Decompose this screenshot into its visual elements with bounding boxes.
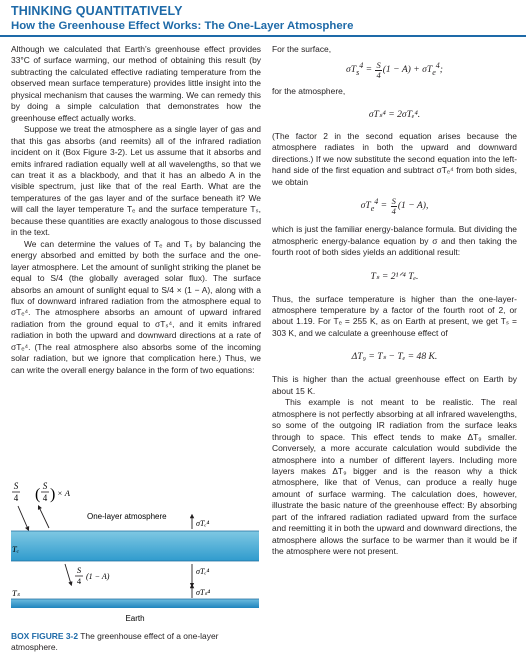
absorbed-solar-label	[75, 565, 110, 586]
equation-surface: $\sigma T_s^4$ = $\frac{S}{4}$ $(1 - A) + \sigma T_e^4$;	[346, 60, 443, 80]
svg-text:4: 4	[76, 576, 82, 586]
incoming-solar-label	[12, 481, 20, 503]
svg-text:4: 4	[42, 493, 48, 503]
surface-upward-flux-label: σTₛ⁴	[196, 588, 211, 597]
box-title: THINKING QUANTITATIVELY	[11, 4, 183, 18]
layer-temperature-label: Tₑ	[12, 544, 19, 554]
earth-surface	[11, 599, 259, 608]
caption-label: BOX FIGURE 3-2	[11, 631, 79, 641]
svg-text:× A: × A	[57, 488, 70, 498]
surface-temperature-label: Tₛ	[12, 588, 20, 598]
header-rule	[0, 35, 526, 37]
paragraph-factor-two: (The factor 2 in the second equation arises because the atmosphere radiates in both the upward and downward directions.) If we now substitute the second equation into the left-hand side of the first equation and subtract σTₑ⁴ from both sides, we obtain	[272, 130, 517, 187]
layer-label: One-layer atmosphere	[87, 512, 167, 521]
absorbed-solar-arrow	[65, 564, 71, 584]
box-figure-3-2	[11, 478, 259, 628]
svg-text:S: S	[76, 565, 82, 575]
svg-text:(: (	[35, 486, 41, 503]
atmosphere-layer	[11, 531, 259, 561]
paragraph-higher: This is higher than the actual greenhouse effect on Earth by about 15 K.	[272, 374, 517, 396]
svg-text:S: S	[42, 481, 48, 491]
svg-text:(1 − A): (1 − A)	[86, 572, 110, 581]
svg-text:): )	[50, 486, 56, 503]
caption-text: The greenhouse effect of a one-layer atmosphere.	[11, 631, 219, 652]
fraction-s-over-4: $\frac{S}{4}$	[376, 60, 381, 80]
equation-greenhouse-effect: ΔT₉ = Tₛ − Tₑ = 48 K.	[351, 351, 438, 363]
svg-text:4: 4	[13, 493, 19, 503]
paragraph-thus: Thus, the surface temperature is higher than the one-layer-atmosphere temperature by a factor of the fourth root of 2, or about 1.19. For Tₑ = 255 K, as on Earth at present, we get Tₛ = 303 K, and we calculate a greenhouse effect of	[272, 293, 517, 338]
paragraph-single-layer: Suppose we treat the atmosphere as a single layer of gas and that this gas absorbs (and reemits) all of the infrared radiation incident on it (Box Figure 3-2). Let us assume that it absorbs and emits infrared radiation equally well at all wavelengths, so that we can treat it as a blackbody, and that it has an albedo A in the visible spectrum, just like that of the real Earth. What are the temperatures of the gas layer and of the surface beneath it? We will call the layer temperature Tₑ and the surface temperature Tₛ, because these quantities are exactly analogous to those discussed in the text.	[11, 124, 262, 238]
box-header	[0, 0, 526, 36]
equation-fourth-root: Tₛ = 2¹ᐟ⁴ Tₑ.	[370, 270, 419, 282]
surface-intro: For the surface,	[272, 44, 332, 54]
atmosphere-intro: for the atmosphere,	[272, 86, 346, 97]
earth-label: Earth	[125, 614, 145, 623]
right-column	[272, 44, 517, 558]
incoming-solar-arrow	[18, 506, 28, 529]
figure-caption	[11, 631, 261, 653]
paragraph-example: This example is not meant to be realistic. The real atmosphere is not perfectly absorbing at all infrared wavelengths, so some of the outgoing IR radiation from the surface leaks through to space. This effect tends to make ΔT₉ smaller. Conversely, a more accurate calculation would subdivide the atmosphere into a number of different layers. Including more layers makes ΔT₉ bigger and is the reason why a thick atmosphere, like that of Venus, can produce a really huge amount of surface warming. The calculation does, however, illustrate the basic nature of the greenhouse effect: By absorbing part of the infrared radiation radiated upward from the surface and reemitting it in both the upward and downward directions, the atmosphere allows the surface to be warmer than it would be if the atmosphere were not present.	[272, 397, 517, 557]
left-column	[11, 44, 261, 376]
greenhouse-diagram	[11, 478, 259, 628]
atmosphere-upward-flux-label: σTₑ⁴	[196, 519, 210, 528]
atmosphere-downward-flux-label: σTₑ⁴	[196, 567, 210, 576]
fraction-s-over-4-b: $\frac{S}{4}$	[391, 196, 396, 216]
box-subtitle: How the Greenhouse Effect Works: The One-Layer Atmosphere	[11, 20, 354, 32]
equation-energy-balance: $\sigma T_e^4$ = $\frac{S}{4}$ (1 − A),	[360, 196, 429, 216]
svg-text:S: S	[13, 481, 19, 491]
equation-atmosphere: σTₛ⁴ = 2σTₑ⁴.	[368, 108, 421, 120]
reflected-solar-arrow	[39, 507, 49, 528]
paragraph-intro: Although we calculated that Earth’s greenhouse effect provides 33°C of surface warming, our method of obtaining this result (by subtracting the calculated effective radiating temperature from the observed mean surface temperature) provides little insight into the physical mechanism that causes the warming. We can remedy this by doing a simple calculation that demonstrates how the greenhouse effect actually works.	[11, 44, 261, 123]
paragraph-familiar: which is just the familiar energy-balance formula. But dividing the atmospheric energy-balance equation by σ and then taking the fourth root of both sides yields an additional result:	[272, 224, 517, 258]
paragraph-energy-balance: We can determine the values of Tₑ and Tₛ by balancing the energy absorbed and emitted by both the surface and the one-layer atmosphere. Let the amount of sunlight striking the planet be equal to S/4 (the globally averaged solar flux). The surface absorbs an amount of sunlight equal to S/4 × (1 − A), along with a flux of downward infrared radiation from the atmosphere equal to σTₑ⁴. The atmosphere absorbs an amount of upward infrared radiation from the ground equal to σTₛ⁴, and it emits infrared radiation in both the upward and downward directions at a rate of σTₑ⁴. (The real atmosphere also absorbs some of the incoming solar radiation, but we ignore that complication here.) Thus, we can write the overall energy balance in the form of two equations:	[11, 238, 261, 375]
reflected-solar-label	[35, 481, 71, 503]
